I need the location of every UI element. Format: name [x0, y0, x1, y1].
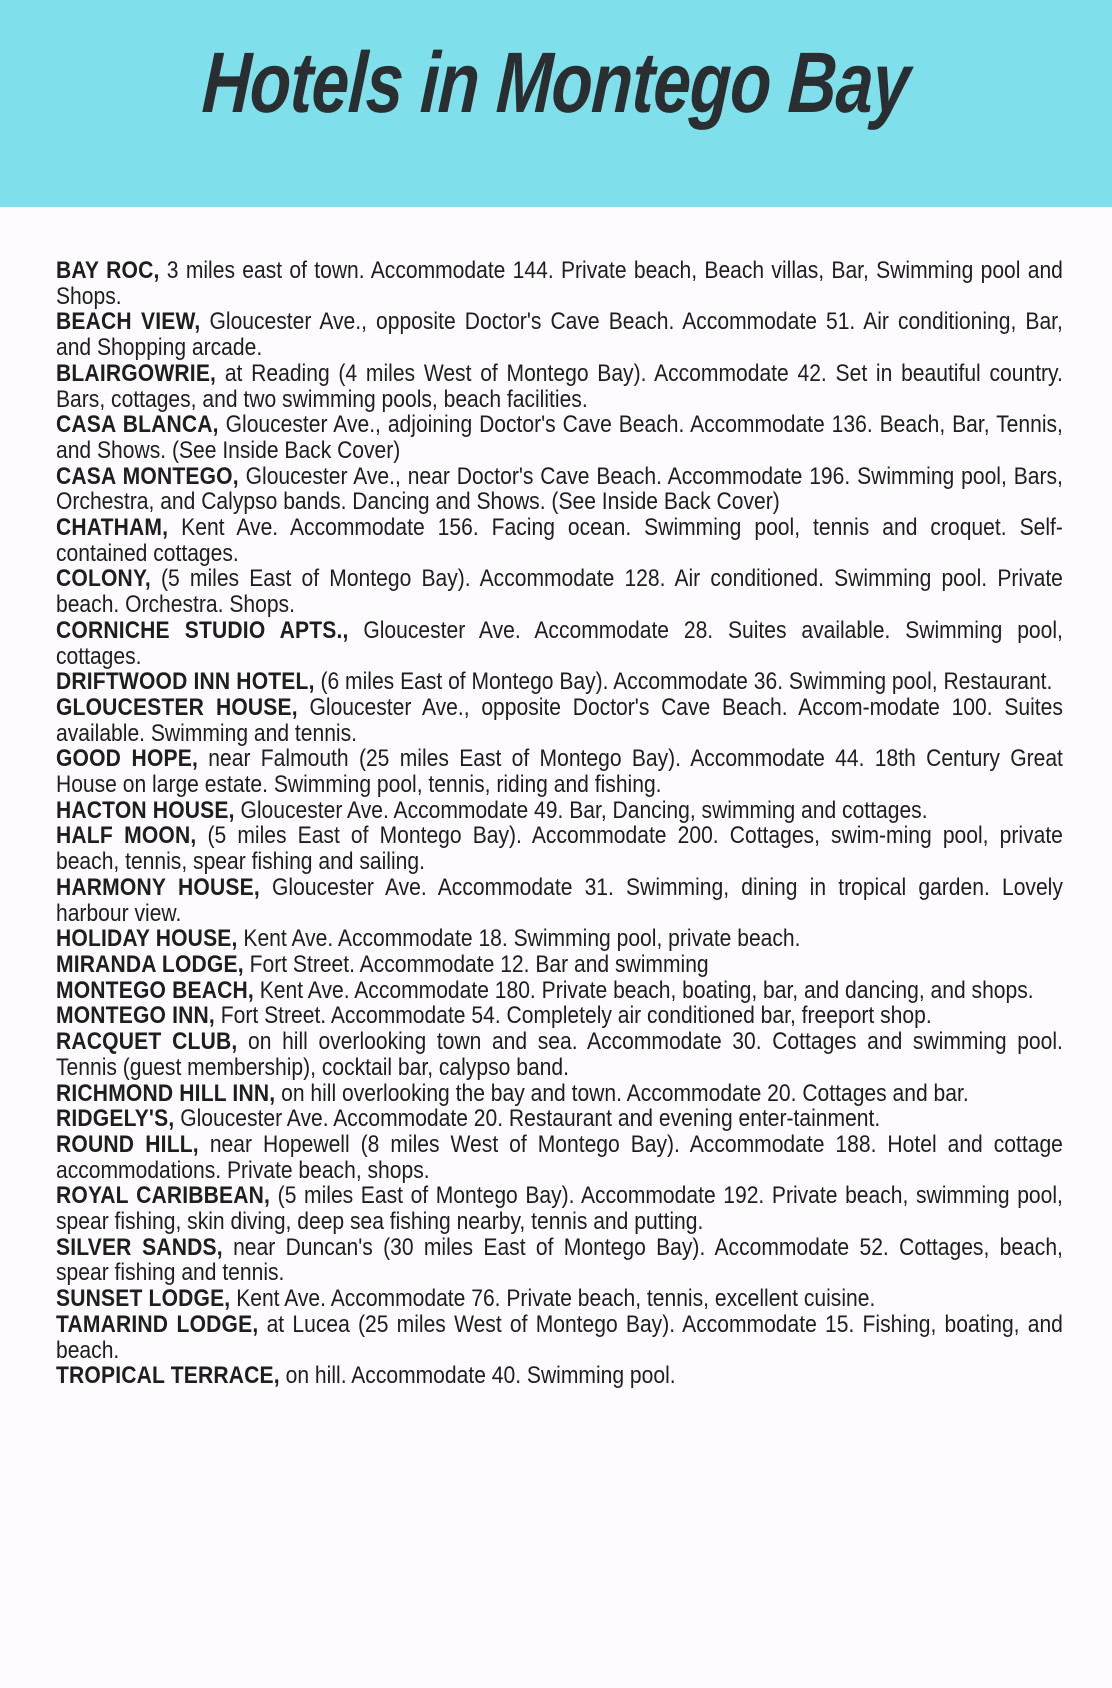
hotel-name: COLONY,: [56, 565, 151, 593]
hotel-description: near Duncan's (30 miles East of Montego Bay). Accommodate 52. Cottages, beach, spear fishing and tennis.: [56, 1233, 1063, 1287]
hotel-entry: [56, 1029, 1063, 1080]
hotel-entry: [56, 669, 1063, 695]
hotel-description: at Lucea (25 miles West of Montego Bay). Accommodate 15. Fishing, boating, and beach.: [56, 1310, 1063, 1364]
hotel-description: on hill. Accommodate 40. Swimming pool.: [279, 1362, 676, 1390]
hotel-description: Kent Ave. Accommodate 18. Swimming pool, private beach.: [237, 925, 801, 953]
hotel-name: BEACH VIEW,: [56, 308, 201, 336]
hotel-description: Fort Street. Accommodate 12. Bar and swimming: [243, 950, 709, 978]
hotel-name: GLOUCESTER HOUSE,: [56, 693, 298, 721]
hotel-entry: [56, 258, 1063, 309]
hotel-name: BLAIRGOWRIE,: [56, 359, 217, 387]
hotel-description: near Falmouth (25 miles East of Montego Bay). Accommodate 44. 18th Century Great House on large estate. Swimming pool, tennis, riding and fishing.: [56, 745, 1063, 799]
hotel-name: CORNICHE STUDIO APTS.,: [56, 616, 349, 644]
hotel-description: Kent Ave. Accommodate 156. Facing ocean. Swimming pool, tennis and croquet. Self-contained cottages.: [56, 514, 1063, 567]
hotel-entry: [56, 695, 1063, 746]
hotel-name: HACTON HOUSE,: [56, 796, 235, 824]
hotel-description: Gloucester Ave., near Doctor's Cave Beach. Accommodate 196. Swimming pool, Bars, Orchestra, and Calypso bands. Dancing and Shows. (See Inside Back Cover): [56, 462, 1063, 516]
hotel-entry: [56, 875, 1063, 926]
hotel-description: Gloucester Ave. Accommodate 31. Swimming, dining in tropical garden. Lovely harbour view.: [56, 873, 1063, 927]
hotel-description: Gloucester Ave. Accommodate 49. Bar, Dancing, swimming and cottages.: [234, 796, 928, 824]
hotel-name: MIRANDA LODGE,: [56, 950, 244, 978]
hotel-name: BAY ROC,: [56, 257, 160, 284]
hotel-entry: [56, 412, 1063, 463]
title-banner: [0, 0, 1112, 207]
hotel-description: (5 miles East of Montego Bay). Accommodate 192. Private beach, swimming pool, spear fishing, skin diving, deep sea fishing nearby, tennis and putting.: [56, 1182, 1063, 1236]
hotel-entry: [56, 1235, 1063, 1286]
hotel-name: TAMARIND LODGE,: [56, 1310, 259, 1338]
hotel-name: HARMONY HOUSE,: [56, 873, 260, 901]
hotel-name: CASA MONTEGO,: [56, 462, 239, 490]
hotel-entry: [56, 566, 1063, 617]
hotel-entry: [56, 746, 1063, 797]
hotel-name: DRIFTWOOD INN HOTEL,: [56, 668, 315, 696]
hotel-name: MONTEGO BEACH,: [56, 976, 254, 1004]
hotel-entry: [56, 1081, 1063, 1107]
hotel-entry: [56, 926, 1063, 952]
hotel-entry: [56, 1003, 1063, 1029]
hotel-entry: [56, 618, 1063, 669]
hotel-description: (6 miles East of Montego Bay). Accommodate 36. Swimming pool, Restaurant.: [314, 668, 1053, 696]
hotel-name: MONTEGO INN,: [56, 1002, 215, 1030]
hotel-name: CASA BLANCA,: [56, 411, 219, 439]
hotel-description: near Hopewell (8 miles West of Montego Bay). Accommodate 188. Hotel and cottage accommodations. Private beach, shops.: [56, 1130, 1063, 1184]
hotel-name: CHATHAM,: [56, 514, 169, 542]
hotel-name: ROYAL CARIBBEAN,: [56, 1182, 271, 1210]
hotel-entry: [56, 798, 1063, 824]
hotel-description: Kent Ave. Accommodate 180. Private beach, boating, bar, and dancing, and shops.: [253, 976, 1034, 1004]
hotel-description: Kent Ave. Accommodate 76. Private beach, tennis, excellent cuisine.: [230, 1285, 876, 1313]
hotel-description: Gloucester Ave. Accommodate 20. Restaurant and evening enter-tainment.: [174, 1105, 881, 1133]
hotel-description: on hill overlooking town and sea. Accommodate 30. Cottages and swimming pool. Tennis (guest membership), cocktail bar, calypso band.: [56, 1028, 1063, 1081]
hotel-entry: [56, 361, 1063, 412]
hotel-entry: [56, 1106, 1063, 1132]
hotel-entry: [56, 515, 1063, 566]
hotel-description: on hill overlooking the bay and town. Accommodate 20. Cottages and bar.: [275, 1079, 969, 1107]
hotel-description: Gloucester Ave. Accommodate 28. Suites available. Swimming pool, cottages.: [56, 616, 1063, 670]
hotel-name: HOLIDAY HOUSE,: [56, 925, 238, 953]
hotel-entry: [56, 1183, 1063, 1234]
page-title: Hotels in Montego Bay: [200, 35, 912, 131]
hotel-entry: [56, 1132, 1063, 1183]
hotel-entry: [56, 464, 1063, 515]
hotel-description: Gloucester Ave., adjoining Doctor's Cave Beach. Accommodate 136. Beach, Bar, Tennis, and Shows. (See Inside Back Cover): [56, 411, 1063, 464]
hotel-entry: [56, 309, 1063, 360]
hotel-name: RIDGELY'S,: [56, 1105, 175, 1133]
hotel-name: SILVER SANDS,: [56, 1233, 223, 1261]
hotel-name: ROUND HILL,: [56, 1130, 199, 1158]
hotel-description: Gloucester Ave., opposite Doctor's Cave Beach. Accommodate 51. Air conditioning, Bar, and Shopping arcade.: [56, 308, 1063, 362]
hotel-description: at Reading (4 miles West of Montego Bay). Accommodate 42. Set in beautiful country. Bars, cottages, and two swimming pools, beach facilities.: [56, 359, 1063, 413]
hotel-entry: [56, 1363, 1063, 1389]
hotel-description: 3 miles east of town. Accommodate 144. Private beach, Beach villas, Bar, Swimming pool and Shops.: [56, 257, 1063, 310]
hotel-name: RACQUET CLUB,: [56, 1028, 238, 1056]
hotel-description: (5 miles East of Montego Bay). Accommodate 200. Cottages, swim-ming pool, private beach, tennis, spear fishing and sailing.: [56, 822, 1063, 876]
hotel-entry: [56, 978, 1063, 1004]
hotel-listing: [56, 258, 1061, 1389]
hotel-description: Gloucester Ave., opposite Doctor's Cave Beach. Accom-modate 100. Suites available. Swimming and tennis.: [56, 693, 1063, 747]
hotel-entry: [56, 1286, 1063, 1312]
hotel-name: SUNSET LODGE,: [56, 1285, 231, 1313]
hotel-entry: [56, 1312, 1063, 1363]
hotel-entry: [56, 823, 1063, 874]
hotel-name: HALF MOON,: [56, 822, 197, 850]
hotel-name: TROPICAL TERRACE,: [56, 1362, 280, 1390]
hotel-description: (5 miles East of Montego Bay). Accommodate 128. Air conditioned. Swimming pool. Private beach. Orchestra. Shops.: [56, 565, 1063, 619]
hotel-name: GOOD HOPE,: [56, 745, 198, 773]
hotel-description: Fort Street. Accommodate 54. Completely air conditioned bar, freeport shop.: [214, 1002, 932, 1030]
hotel-entry: [56, 952, 1063, 978]
hotel-name: RICHMOND HILL INN,: [56, 1079, 276, 1107]
